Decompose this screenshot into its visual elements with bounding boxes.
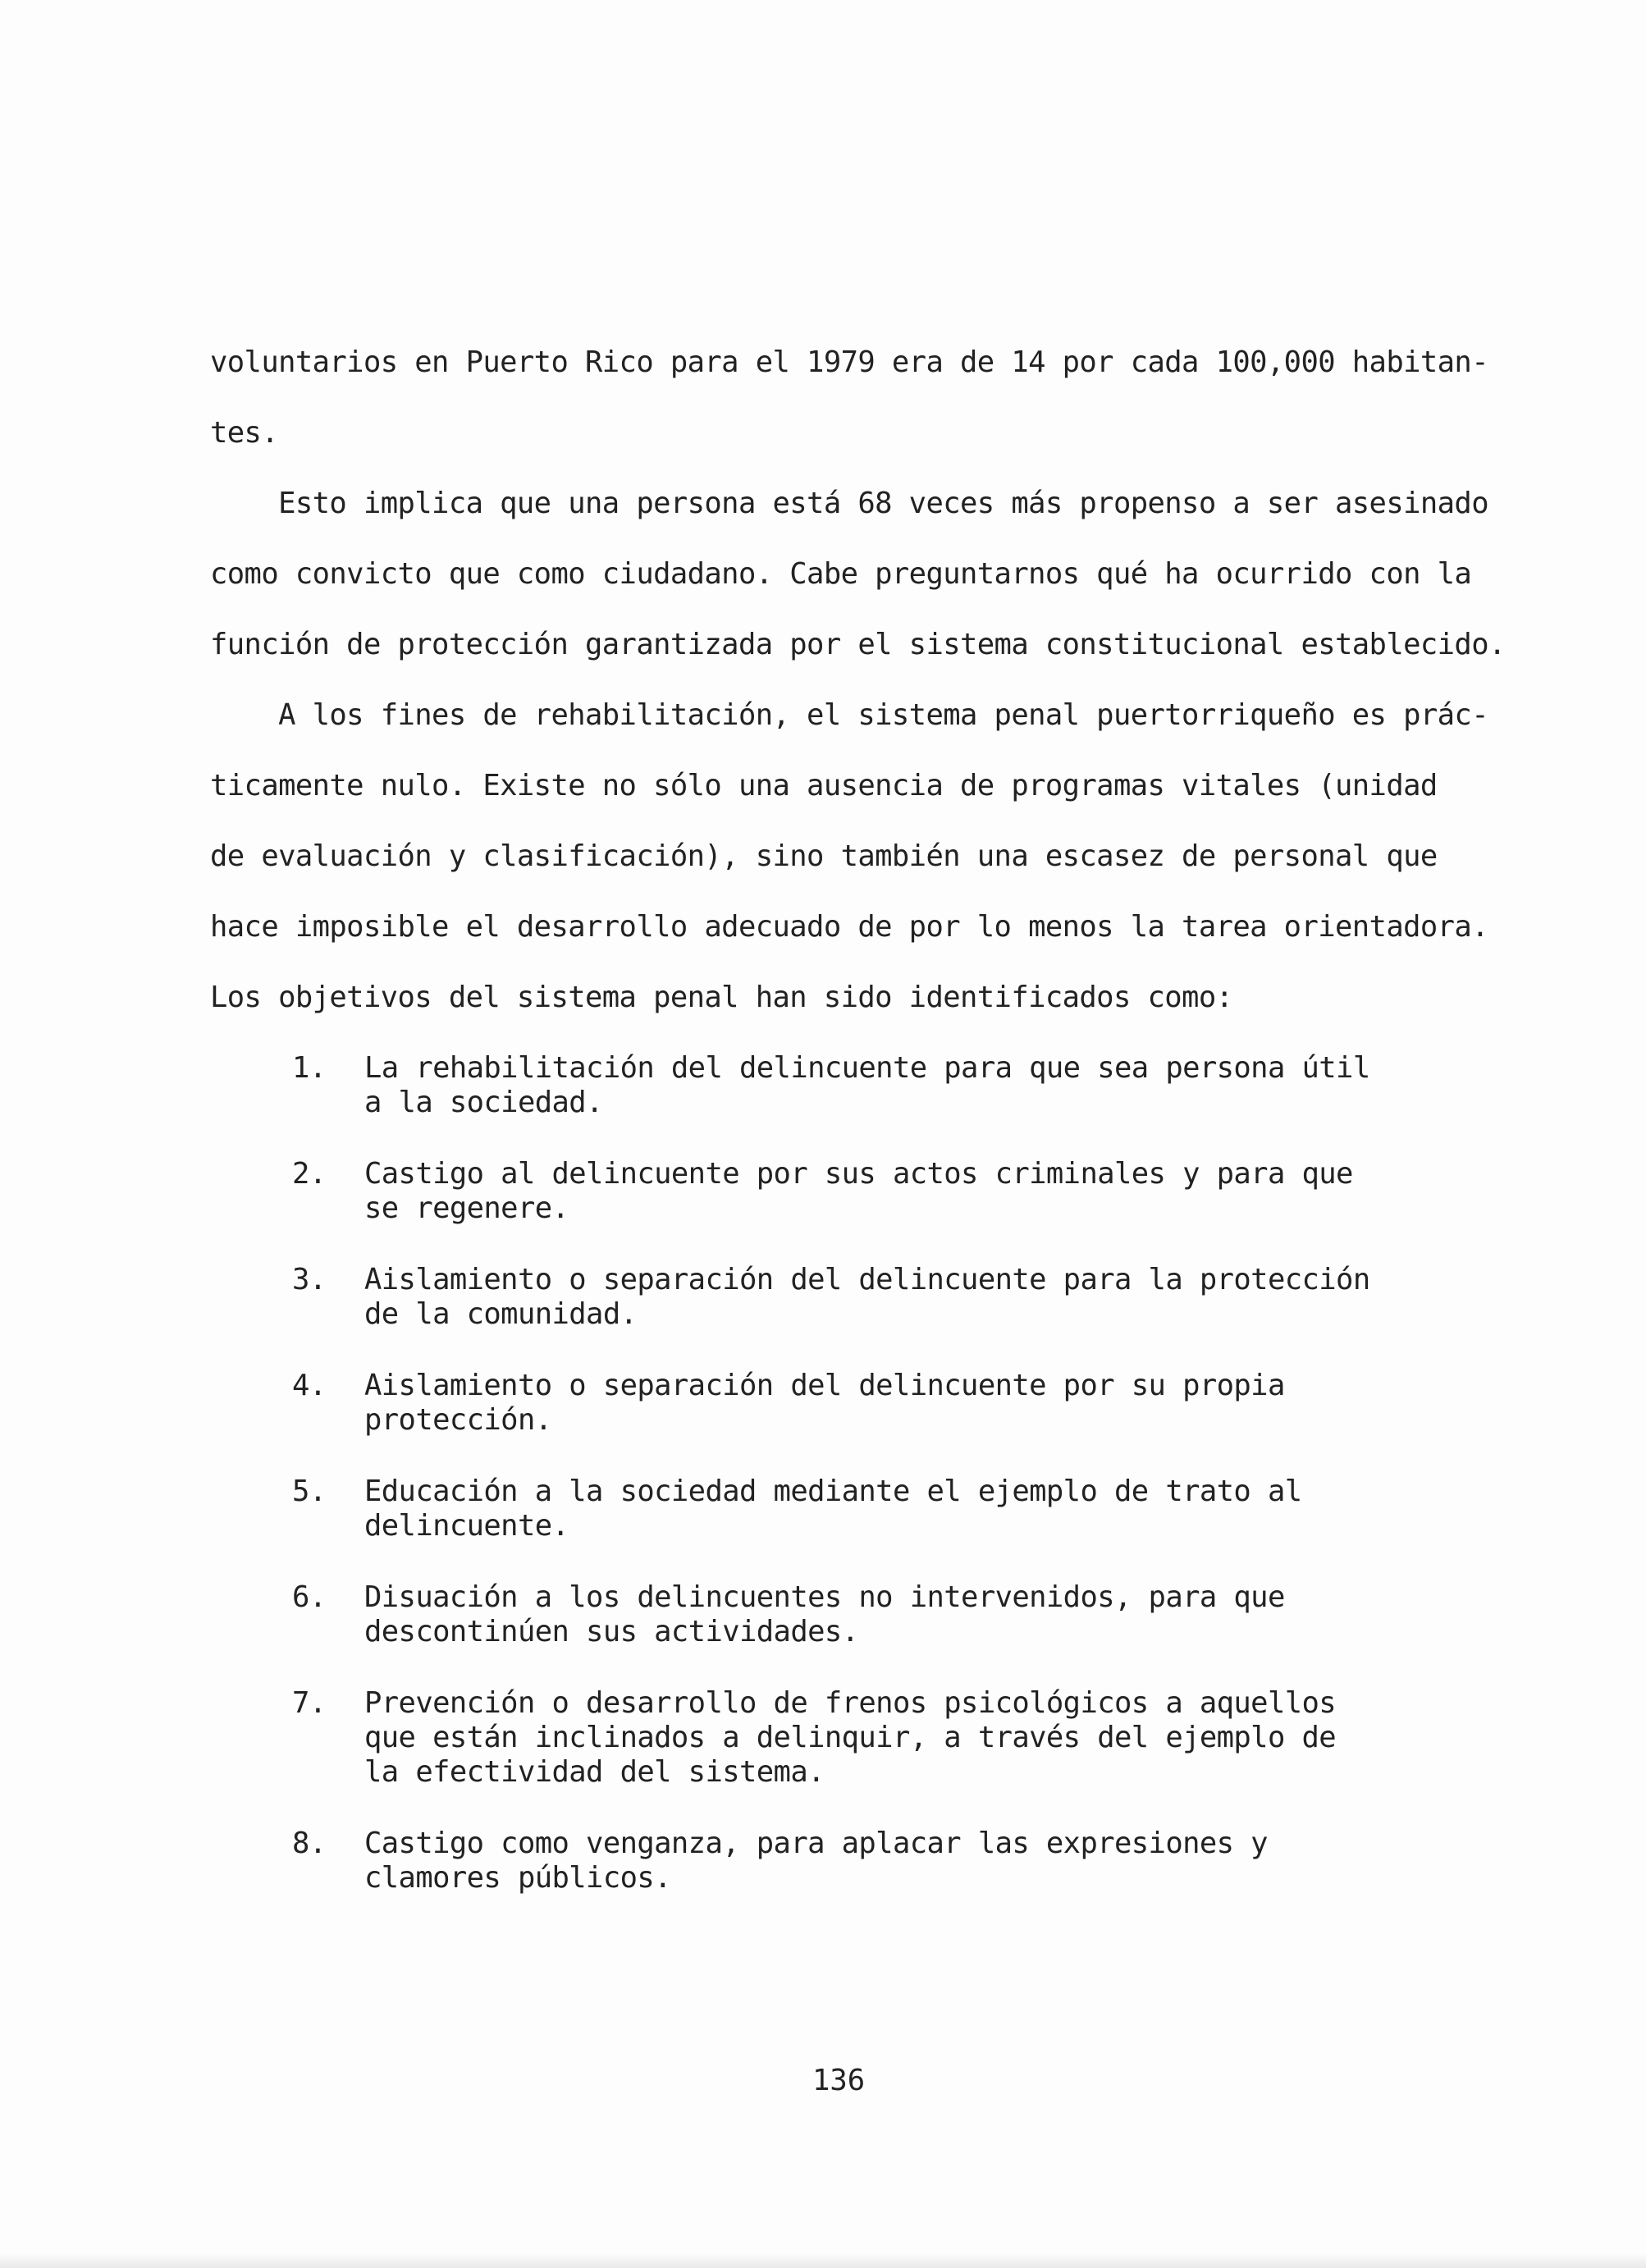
list-item-line: clamores públicos. <box>364 1861 671 1895</box>
body-line: Esto implica que una persona está 68 veces más propenso a ser asesinado <box>210 487 1488 520</box>
body-line: Los objetivos del sistema penal han sido identificados como: <box>210 981 1233 1014</box>
body-line: voluntarios en Puerto Rico para el 1979 era de 14 por cada 100,000 habitan- <box>210 345 1488 379</box>
list-item-line: Castigo como venganza, para aplacar las expresiones y <box>364 1827 1268 1860</box>
body-line: tes. <box>210 416 279 450</box>
list-item-number: 6. <box>292 1580 327 1614</box>
list-item-line: protección. <box>364 1403 552 1437</box>
list-item-line: que están inclinados a delinquir, a través del ejemplo de <box>364 1721 1337 1754</box>
body-line: A los fines de rehabilitación, el sistema penal puertorriqueño es prác- <box>210 698 1488 732</box>
list-item-line: la efectividad del sistema. <box>364 1755 825 1789</box>
list-item-line: La rehabilitación del delincuente para que sea persona útil <box>364 1051 1370 1085</box>
body-line: de evaluación y clasificación), sino también una escasez de personal que <box>210 839 1438 873</box>
body-line: hace imposible el desarrollo adecuado de por lo menos la tarea orientadora. <box>210 910 1488 944</box>
list-item-number: 5. <box>292 1475 327 1508</box>
body-line: ticamente nulo. Existe no sólo una ausencia de programas vitales (unidad <box>210 769 1438 802</box>
body-line: como convicto que como ciudadano. Cabe preguntarnos qué ha ocurrido con la <box>210 557 1472 591</box>
list-item-line: Aislamiento o separación del delincuente por su propia <box>364 1369 1285 1402</box>
list-item-number: 1. <box>292 1051 327 1085</box>
page-number: 136 <box>812 2064 866 2097</box>
list-item-number: 7. <box>292 1686 327 1720</box>
list-item-line: descontinúen sus actividades. <box>364 1615 859 1648</box>
list-item-number: 3. <box>292 1263 327 1296</box>
list-item-line: Prevención o desarrollo de frenos psicológicos a aquellos <box>364 1686 1337 1720</box>
list-item-line: Aislamiento o separación del delincuente para la protección <box>364 1263 1370 1296</box>
body-line: función de protección garantizada por el sistema constitucional establecido. <box>210 628 1506 661</box>
list-item-line: de la comunidad. <box>364 1297 638 1331</box>
list-item-line: delincuente. <box>364 1509 569 1543</box>
list-item-line: Disuación a los delincuentes no intervenidos, para que <box>364 1580 1285 1614</box>
list-item-line: Educación a la sociedad mediante el ejemplo de trato al <box>364 1475 1302 1508</box>
list-item-number: 2. <box>292 1157 327 1191</box>
list-item-line: a la sociedad. <box>364 1086 603 1119</box>
list-item-line: Castigo al delincuente por sus actos criminales y para que <box>364 1157 1353 1191</box>
scan-edge <box>0 2253 1646 2268</box>
list-item-number: 8. <box>292 1827 327 1860</box>
list-item-line: se regenere. <box>364 1191 569 1225</box>
list-item-number: 4. <box>292 1369 327 1402</box>
